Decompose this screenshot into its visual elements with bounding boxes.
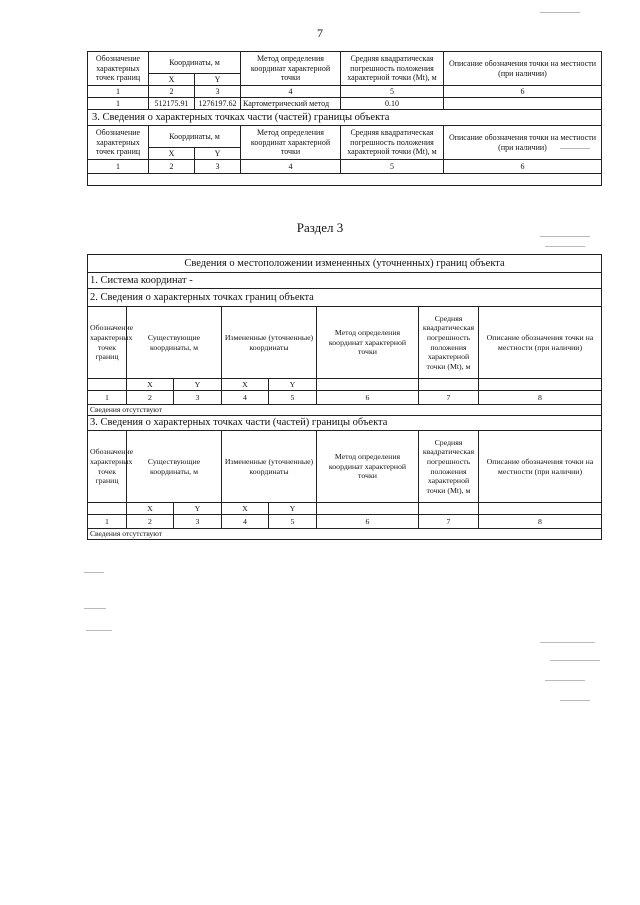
header-description: Описание обозначения точки на местности (при наличии): [479, 431, 602, 503]
col-number: 3: [195, 86, 241, 98]
col-number: 2: [149, 160, 195, 174]
changed-boundaries-table: [87, 254, 602, 540]
header-accuracy: Средняя квадратическая погрешность положения характерной точки (Mt), м: [419, 307, 479, 379]
col-number: 6: [444, 86, 602, 98]
section3-title: 3. Сведения о характерных точках части (частей) границы объекта: [88, 110, 602, 126]
col-number: 3: [174, 391, 222, 405]
col-number: 5: [269, 391, 317, 405]
header-method: Метод определения координат характерной точки: [317, 307, 419, 379]
header-changed-coordinates: Измененные (уточненные) координаты: [222, 431, 317, 503]
col-number: 1: [88, 86, 149, 98]
header-accuracy: Средняя квадратическая погрешность положения характерной точки (Mt), м: [341, 126, 444, 160]
cell-point: 1: [88, 98, 149, 110]
no-data-note: Сведения отсутствуют: [88, 529, 602, 540]
col-number: 4: [241, 160, 341, 174]
col-number: 5: [341, 160, 444, 174]
header-existing-coordinates: Существующие координаты, м: [127, 307, 222, 379]
section3-title: 3. Сведения о характерных точках части (частей) границы объекта: [88, 416, 602, 431]
header-description: Описание обозначения точки на местности (при наличии): [444, 52, 602, 86]
col-number: 1: [88, 515, 127, 529]
header-y: Y: [174, 379, 222, 391]
header-y: Y: [269, 379, 317, 391]
col-number: 3: [195, 160, 241, 174]
col-number: 6: [317, 391, 419, 405]
header-accuracy: Средняя квадратическая погрешность положения характерной точки (Mt), м: [341, 52, 444, 86]
col-number: 2: [127, 391, 174, 405]
col-number: 5: [341, 86, 444, 98]
table-title: Сведения о местоположении измененных (уточненных) границ объекта: [88, 255, 602, 273]
section2-title: 2. Сведения о характерных точках границ объекта: [88, 289, 602, 307]
cell-x: 512175.91: [149, 98, 195, 110]
col-number: 1: [88, 160, 149, 174]
header-x: X: [222, 379, 269, 391]
col-number: 4: [222, 515, 269, 529]
header-x: X: [149, 74, 195, 86]
header-method: Метод определения координат характерной точки: [241, 52, 341, 86]
header-y: Y: [269, 503, 317, 515]
header-coordinates: Координаты, м: [149, 52, 241, 74]
header-method: Метод определения координат характерной точки: [317, 431, 419, 503]
empty-row: [88, 174, 602, 186]
header-point-designation: Обозначение характерных точек границ: [88, 307, 127, 379]
header-description: Описание обозначения точки на местности (при наличии): [444, 126, 602, 160]
cell-description: [444, 98, 602, 110]
header-x: X: [222, 503, 269, 515]
col-number: 1: [88, 391, 127, 405]
cell-y: 1276197.62: [195, 98, 241, 110]
header-coordinates: Координаты, м: [149, 126, 241, 148]
col-number: 4: [222, 391, 269, 405]
header-x: X: [127, 379, 174, 391]
col-number: 8: [479, 515, 602, 529]
col-number: 8: [479, 391, 602, 405]
table-row: [88, 98, 602, 110]
cell-method: Картометрический метод: [241, 98, 341, 110]
col-number: 7: [419, 515, 479, 529]
header-y: Y: [174, 503, 222, 515]
page-number: 7: [317, 26, 323, 40]
cell-accuracy: 0.10: [341, 98, 444, 110]
header-existing-coordinates: Существующие координаты, м: [127, 431, 222, 503]
header-method: Метод определения координат характерной точки: [241, 126, 341, 160]
header-changed-coordinates: Измененные (уточненные) координаты: [222, 307, 317, 379]
col-number: 4: [241, 86, 341, 98]
header-point-designation: Обозначение характерных точек границ: [88, 52, 149, 86]
col-number: 2: [149, 86, 195, 98]
col-number: 7: [419, 391, 479, 405]
header-y: Y: [195, 74, 241, 86]
col-number: 2: [127, 515, 174, 529]
top-points-table: [87, 51, 602, 186]
header-x: X: [149, 148, 195, 160]
col-number: 3: [174, 515, 222, 529]
header-x: X: [127, 503, 174, 515]
header-point-designation: Обозначение характерных точек границ: [88, 431, 127, 503]
header-description: Описание обозначения точки на местности (при наличии): [479, 307, 602, 379]
section-heading: Раздел 3: [296, 220, 344, 235]
no-data-note: Сведения отсутствуют: [88, 405, 602, 416]
col-number: 6: [317, 515, 419, 529]
header-y: Y: [195, 148, 241, 160]
header-accuracy: Средняя квадратическая погрешность положения характерной точки (Mt), м: [419, 431, 479, 503]
col-number: 6: [444, 160, 602, 174]
coordinate-system-row: 1. Система координат -: [88, 273, 602, 289]
col-number: 5: [269, 515, 317, 529]
header-point-designation: Обозначение характерных точек границ: [88, 126, 149, 160]
